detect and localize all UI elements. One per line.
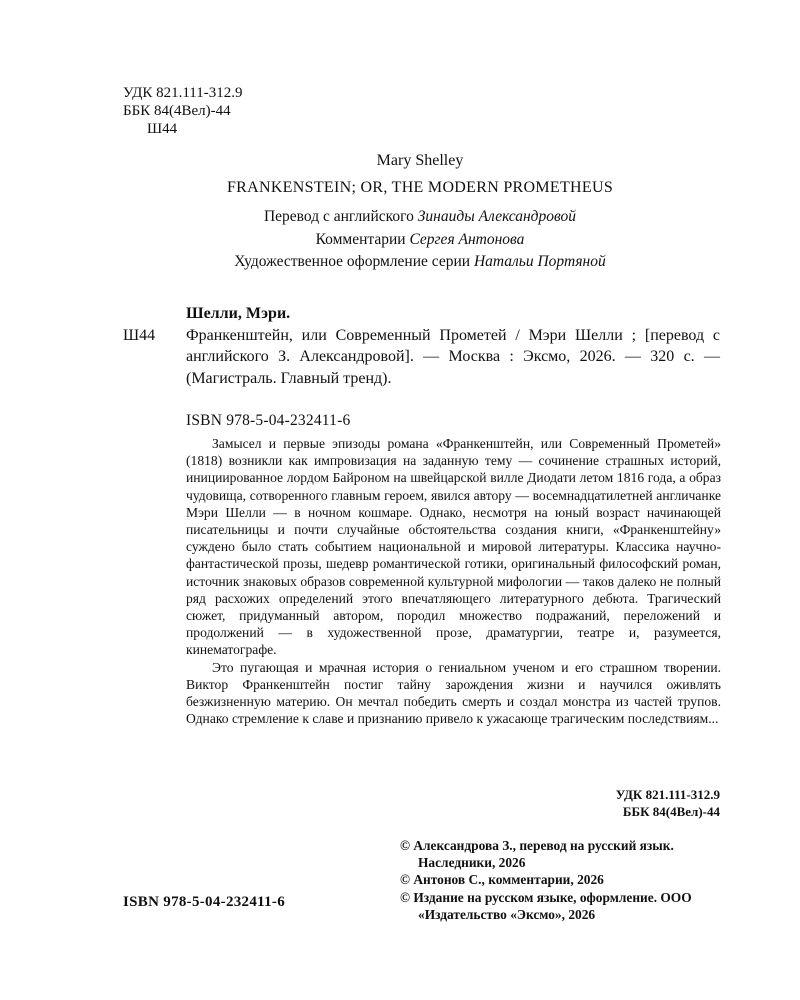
translation-label: Перевод с английского xyxy=(263,208,418,225)
author-heading: Шелли, Мэри. xyxy=(186,305,291,322)
designer-name: Натальи Портяной xyxy=(473,253,606,270)
translator-name: Зинаиды Александровой xyxy=(417,208,577,225)
record-author-mark: Ш44 xyxy=(123,326,156,344)
classification-codes xyxy=(123,84,242,138)
commentator-name: Сергея Антонова xyxy=(409,230,525,248)
isbn-bottom: ISBN 978-5-04-232411-6 xyxy=(123,894,286,910)
bibliographic-record xyxy=(123,303,720,389)
author-mark: Ш44 xyxy=(147,121,178,137)
record-description: Франкенштейн, или Современный Прометей / Мэри Шелли ; [перевод с английского З. Александровой]. — Москва : Эксмо, 2026. — 320 с. — (Магистраль. Главный тренд). xyxy=(186,326,720,387)
copyright-comments: © Антонов С., комментарии, 2026 xyxy=(400,872,604,888)
comments-credit xyxy=(100,229,740,252)
classification-codes-bottom xyxy=(560,786,720,820)
original-author: Mary Shelley xyxy=(376,152,464,169)
bbk-code-bottom: ББК 84(4Вел)-44 xyxy=(622,804,720,819)
original-title: FRANKENSTEIN; OR, THE MODERN PROMETHEUS xyxy=(226,179,614,196)
design-credit xyxy=(100,251,740,274)
credits xyxy=(100,206,740,274)
copyright-edition: © Издание на русском языке, оформление. ООО «Издательство «Эксмо», 2026 xyxy=(400,889,692,922)
bbk-code: ББК 84(4Вел)-44 xyxy=(123,103,231,119)
annotation-paragraph: Замысел и первые эпизоды романа «Франкенштейн, или Современный Прометей» (1818) возникли как импровизация на заданную тему — сочинение страшных историй, инициированное лордом Байроном на швейцарской вилле Диодати летом 1816 года, а образ чудовища, сотворенного главным героем, явился автору — восемнадцатилетней англичанке Мэри Шелли — в ночном кошмаре. Однако, несмотря на юный возраст начинающей писательницы и почти случайные обстоятельства создания книги, «Франкенштейну» суждено было стать событием национальной и мировой литературы. Классика научно-фантастической прозы, шедевр романтической готики, оригинальный философский роман, источник знаковых образов современной культурной мифологии — таков далеко не полный ряд расхожих определений этого впечатляющего литературного дебюта. Трагический сюжет, придуманный автором, породил множество подражаний, переложений и продолжений — в художественной прозе, драматургии, театре и, разумеется, кинематографе. xyxy=(186,436,721,658)
copyright-translation: © Александрова З., перевод на русский язык. Наследники, 2026 xyxy=(400,838,674,871)
isbn-record: ISBN 978-5-04-232411-6 xyxy=(186,412,351,429)
copyright-block xyxy=(400,837,730,923)
translation-credit xyxy=(100,206,740,229)
design-label: Художественное оформление серии xyxy=(234,253,474,270)
comments-label: Комментарии xyxy=(315,230,410,248)
udk-code: УДК 821.111-312.9 xyxy=(123,85,243,101)
udk-code-bottom: УДК 821.111-312.9 xyxy=(615,787,720,802)
annotation xyxy=(186,435,721,727)
annotation-paragraph: Это пугающая и мрачная история о гениальном ученом и его страшном творении. Виктор Франкенштейн постиг тайну зарождения жизни и научился оживлять безжизненную материю. Он мечтал победить смерть и создал монстра из частей трупов. Однако стремление к славе и признанию привело к ужасающе трагическим последствиям... xyxy=(186,659,721,727)
